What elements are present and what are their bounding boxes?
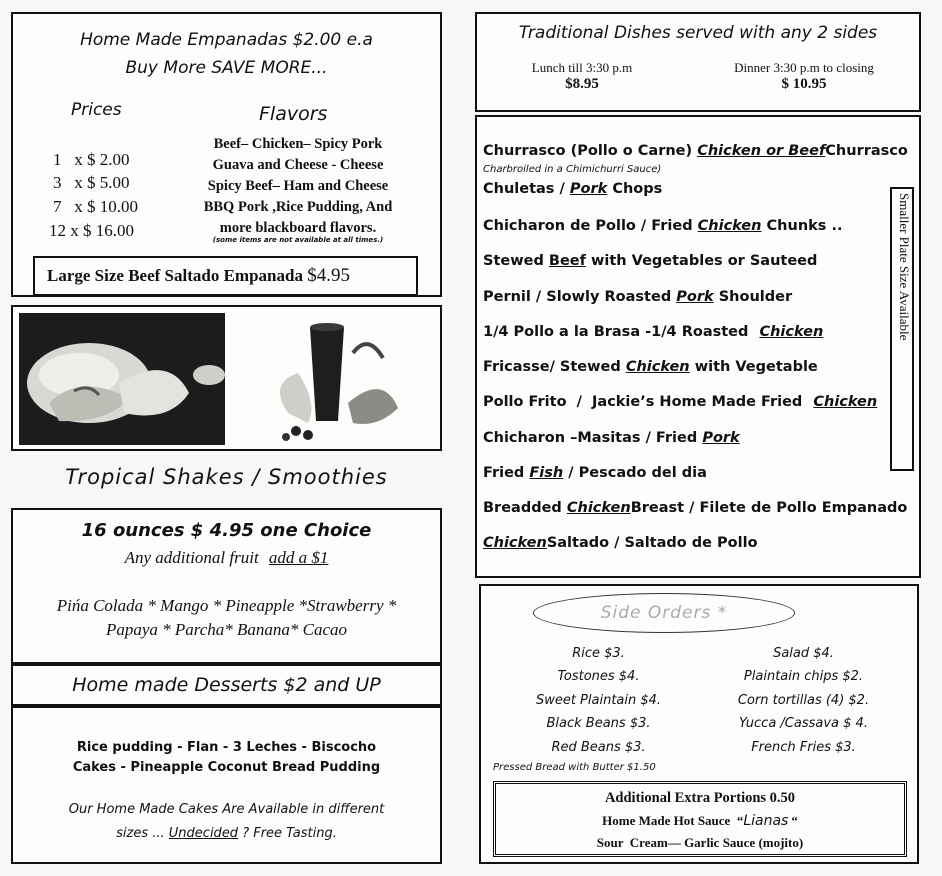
cakes-prefix: sizes ... <box>116 826 165 841</box>
dish-masitas <box>483 430 740 446</box>
desserts-title: Home made Desserts $2 and UP <box>72 674 381 696</box>
smaller-plate-text: Smaller Plate Size Available <box>897 193 912 341</box>
side-item: Salad $4. <box>773 646 834 661</box>
fruit-line: Pińa Colada * Mango * Pineapple *Strawberry * <box>56 596 397 615</box>
large-empanada-box <box>33 256 418 296</box>
dish-breaded-chicken <box>483 500 907 516</box>
dinner-label: Dinner 3:30 p.m to closing <box>734 60 874 75</box>
dish-churrasco <box>483 143 908 159</box>
dish-text: with Vegetable <box>694 359 818 375</box>
fruit-choices <box>13 594 440 642</box>
side-item: Tostones $4. <box>557 669 640 684</box>
hot-sauce-prefix: Home Made Hot Sauce “ <box>602 813 744 828</box>
flavors-header: Flavors <box>259 103 328 125</box>
cakes-note <box>13 798 440 846</box>
side-item: French Fries $3. <box>751 740 856 755</box>
dish-emphasis: Chicken <box>483 535 547 551</box>
dish-emphasis: Fish <box>529 465 564 481</box>
dish-text: Breadded <box>483 500 562 516</box>
large-empanada-text <box>47 265 350 287</box>
sides-section <box>479 584 919 864</box>
dish-pollo-frito <box>483 394 877 410</box>
sides-title-oval <box>533 593 795 633</box>
lunch-label: Lunch till 3:30 p.m <box>531 60 633 75</box>
flavor-line: Spicy Beef– Ham and Cheese <box>207 178 389 194</box>
dessert-line: Rice pudding - Flan - 3 Leches - Biscocho <box>76 740 377 755</box>
shakes-title: Tropical Shakes / Smoothies <box>65 465 388 489</box>
shake-additional <box>13 548 440 568</box>
empanadas-subtitle: Buy More SAVE MORE... <box>125 58 328 78</box>
dish-text: Fricasse/ Stewed <box>483 359 621 375</box>
extras-box <box>493 781 907 857</box>
dish-text: Churrasco (Pollo o Carne) <box>483 143 693 159</box>
extra-portions: Additional Extra Portions 0.50 <box>604 790 796 806</box>
dish-emphasis: Pork <box>569 181 608 197</box>
dish-pollo-brasa <box>483 324 823 340</box>
dish-emphasis: Beef <box>548 253 586 269</box>
dessert-line: Cakes - Pineapple Coconut Bread Pudding <box>72 760 381 775</box>
price-row: 12 x $ 16.00 <box>49 221 134 240</box>
flavor-line: Guava and Cheese - Cheese <box>212 157 384 173</box>
dish-emphasis: Chicken or Beef <box>697 143 826 159</box>
dish-emphasis: Chicken <box>566 500 631 516</box>
churrasco-note: Charbroiled in a Chimichurri Sauce) <box>483 164 662 175</box>
dish-chicharon-pollo <box>483 218 842 234</box>
shake-size-price: 16 ounces $ 4.95 one Choice <box>81 520 372 541</box>
side-item: Black Beans $3. <box>546 716 651 731</box>
desserts-section <box>11 706 442 864</box>
price-row: 3 x $ 5.00 <box>53 173 130 192</box>
photo-section <box>11 305 442 451</box>
traditional-title: Traditional Dishes served with any 2 sides <box>518 23 878 43</box>
dinner-price: $ 10.95 <box>781 76 827 92</box>
large-empanada-price: $4.95 <box>307 265 350 286</box>
dish-chicken-saltado <box>483 535 758 551</box>
dish-emphasis: Pork <box>676 289 714 305</box>
flavor-line: more blackboard flavors. <box>219 220 377 236</box>
hot-sauce-suffix: “ <box>791 813 798 828</box>
dish-text: Pollo Frito / Jackie’s Home Made Fried <box>483 394 803 410</box>
additional-price: add a $1 <box>268 548 329 567</box>
dish-pernil <box>483 289 792 305</box>
dish-text: Shoulder <box>718 289 793 305</box>
prices-header: Prices <box>71 100 122 120</box>
dish-text: Saltado / Saltado de Pollo <box>546 535 758 551</box>
price-row: 7 x $ 10.00 <box>53 197 138 216</box>
dish-emphasis: Chicken <box>813 394 878 410</box>
side-item: Corn tortillas (4) $2. <box>737 693 870 708</box>
dish-emphasis: Pork <box>702 430 740 446</box>
dish-text: 1/4 Pollo a la Brasa -1/4 Roasted <box>483 324 749 340</box>
fruit-line: Papaya * Parcha* Banana* Cacao <box>105 620 348 639</box>
cakes-line-2 <box>13 822 440 846</box>
cakes-suffix: ? Free Tasting. <box>242 826 337 841</box>
dish-text: Pernil / Slowly Roasted <box>483 289 672 305</box>
side-item: Sweet Plaintain $4. <box>535 693 662 708</box>
hot-sauce-name: Lianas <box>743 813 789 829</box>
empanadas-title: Home Made Empanadas $2.00 e.a <box>80 30 373 50</box>
additional-text: Any additional fruit <box>124 548 259 567</box>
dish-text: Chicharon –Masitas / Fried <box>483 430 698 446</box>
dish-emphasis: Chicken <box>625 359 690 375</box>
side-item: Yucca /Cassava $ 4. <box>739 716 868 731</box>
side-item: Red Beans $3. <box>551 740 646 755</box>
hot-sauce <box>496 813 904 829</box>
dish-emphasis: Chicken <box>759 324 824 340</box>
smoothie-photo <box>258 313 408 445</box>
dish-chuletas <box>483 181 662 197</box>
dish-text: Chicharon de Pollo / Fried <box>483 218 693 234</box>
dish-text: / Pescado del dia <box>568 465 707 481</box>
empanadas-section <box>11 12 442 297</box>
desserts-header <box>11 664 442 706</box>
dish-text: with Vegetables or Sauteed <box>590 253 818 269</box>
dish-text: Chunks .. <box>766 218 843 234</box>
cakes-line: Our Home Made Cakes Are Available in different <box>68 802 385 817</box>
dish-fried-fish <box>483 465 707 481</box>
side-item: Rice $3. <box>572 646 625 661</box>
sides-title: Side Orders * <box>600 603 728 623</box>
flavor-line: Beef– Chicken– Spicy Pork <box>213 136 383 152</box>
availability-note: (some items are not available at all times.) <box>212 236 384 244</box>
dish-text: Chops <box>612 181 663 197</box>
shakes-section <box>11 508 442 664</box>
lunch-price: $8.95 <box>565 76 599 92</box>
pressed-bread: Pressed Bread with Butter $1.50 <box>493 762 656 773</box>
price-row: 1 x $ 2.00 <box>53 150 130 169</box>
dishes-section <box>475 115 921 578</box>
dish-emphasis: Chicken <box>697 218 762 234</box>
empanadas-photo <box>19 313 225 445</box>
smaller-plate-box <box>890 187 914 471</box>
dish-text: Churrasco <box>825 143 908 159</box>
dinner-block <box>709 60 899 93</box>
flavor-line: BBQ Pork ,Rice Pudding, And <box>203 199 393 215</box>
dessert-items <box>13 738 440 778</box>
sour-cream: Sour Cream— Garlic Sauce (mojito) <box>596 835 804 850</box>
dish-text: Stewed <box>483 253 544 269</box>
dish-text: Chuletas / <box>483 181 565 197</box>
dish-fricasse <box>483 359 818 375</box>
flavors-list <box>178 134 418 239</box>
lunch-block <box>507 60 657 93</box>
dish-text: Fried <box>483 465 525 481</box>
dish-text: Breast / Filete de Pollo Empanado <box>630 500 908 516</box>
traditional-section <box>475 12 921 112</box>
side-item: Plaintain chips $2. <box>743 669 864 684</box>
dish-stewed-beef <box>483 253 817 269</box>
cakes-undecided: Undecided <box>168 826 239 841</box>
large-empanada-label: Large Size Beef Saltado Empanada <box>47 266 303 285</box>
